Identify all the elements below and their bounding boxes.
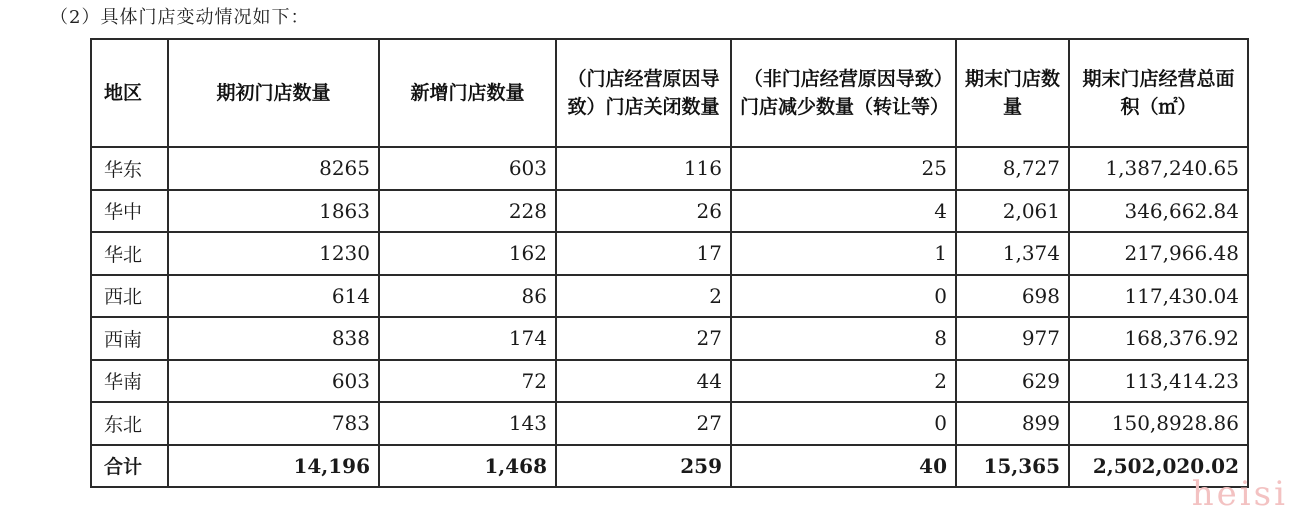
cell-region: 东北 xyxy=(91,402,168,445)
table-row xyxy=(91,402,1248,445)
cell-opening: 614 xyxy=(168,275,379,318)
cell-opening: 1863 xyxy=(168,190,379,233)
cell-new: 162 xyxy=(379,232,556,275)
header-closed-stores: （门店经营原因导致）门店关闭数量 xyxy=(556,39,731,147)
cell-opening: 8265 xyxy=(168,147,379,190)
cell-area: 113,414.23 xyxy=(1069,360,1248,403)
cell-closed: 2 xyxy=(556,275,731,318)
cell-reduced: 2 xyxy=(731,360,956,403)
cell-total-closing: 15,365 xyxy=(956,445,1069,488)
cell-closing: 2,061 xyxy=(956,190,1069,233)
cell-new: 603 xyxy=(379,147,556,190)
cell-opening: 838 xyxy=(168,317,379,360)
cell-region: 华中 xyxy=(91,190,168,233)
cell-total-opening: 14,196 xyxy=(168,445,379,488)
cell-total-area: 2,502,020.02 xyxy=(1069,445,1248,488)
table-header-row xyxy=(91,39,1248,147)
cell-new: 174 xyxy=(379,317,556,360)
cell-opening: 783 xyxy=(168,402,379,445)
cell-closed: 27 xyxy=(556,402,731,445)
header-region: 地区 xyxy=(91,39,168,147)
cell-closed: 44 xyxy=(556,360,731,403)
header-opening-stores: 期初门店数量 xyxy=(168,39,379,147)
cell-area: 117,430.04 xyxy=(1069,275,1248,318)
cell-reduced: 4 xyxy=(731,190,956,233)
table-row xyxy=(91,232,1248,275)
cell-closing: 629 xyxy=(956,360,1069,403)
cell-reduced: 0 xyxy=(731,402,956,445)
cell-region: 西南 xyxy=(91,317,168,360)
store-change-table xyxy=(90,38,1249,488)
header-reduced-stores: （非门店经营原因导致）门店减少数量（转让等） xyxy=(731,39,956,147)
header-total-area: 期末门店经营总面积（㎡） xyxy=(1069,39,1248,147)
cell-reduced: 0 xyxy=(731,275,956,318)
cell-new: 143 xyxy=(379,402,556,445)
cell-closed: 26 xyxy=(556,190,731,233)
table-row xyxy=(91,147,1248,190)
cell-closed: 17 xyxy=(556,232,731,275)
cell-area: 217,966.48 xyxy=(1069,232,1248,275)
cell-total-reduced: 40 xyxy=(731,445,956,488)
cell-closed: 116 xyxy=(556,147,731,190)
cell-area: 168,376.92 xyxy=(1069,317,1248,360)
cell-opening: 603 xyxy=(168,360,379,403)
table-row xyxy=(91,190,1248,233)
cell-reduced: 8 xyxy=(731,317,956,360)
section-intro: （2）具体门店变动情况如下： xyxy=(50,7,310,28)
cell-region: 华南 xyxy=(91,360,168,403)
cell-closing: 899 xyxy=(956,402,1069,445)
table-total-row xyxy=(91,445,1248,488)
cell-area: 150,8928.86 xyxy=(1069,402,1248,445)
cell-new: 86 xyxy=(379,275,556,318)
header-closing-stores: 期末门店数量 xyxy=(956,39,1069,147)
cell-total-closed: 259 xyxy=(556,445,731,488)
table-row xyxy=(91,360,1248,403)
cell-closing: 8,727 xyxy=(956,147,1069,190)
cell-closing: 977 xyxy=(956,317,1069,360)
cell-area: 346,662.84 xyxy=(1069,190,1248,233)
header-new-stores: 新增门店数量 xyxy=(379,39,556,147)
cell-new: 228 xyxy=(379,190,556,233)
cell-area: 1,387,240.65 xyxy=(1069,147,1248,190)
table-row xyxy=(91,317,1248,360)
cell-new: 72 xyxy=(379,360,556,403)
cell-total-new: 1,468 xyxy=(379,445,556,488)
cell-closed: 27 xyxy=(556,317,731,360)
cell-closing: 1,374 xyxy=(956,232,1069,275)
cell-opening: 1230 xyxy=(168,232,379,275)
cell-reduced: 25 xyxy=(731,147,956,190)
cell-region: 西北 xyxy=(91,275,168,318)
table-row xyxy=(91,275,1248,318)
cell-closing: 698 xyxy=(956,275,1069,318)
watermark: heisi xyxy=(1191,474,1288,514)
cell-region: 华北 xyxy=(91,232,168,275)
cell-region: 华东 xyxy=(91,147,168,190)
cell-reduced: 1 xyxy=(731,232,956,275)
cell-total-label: 合计 xyxy=(91,445,168,488)
